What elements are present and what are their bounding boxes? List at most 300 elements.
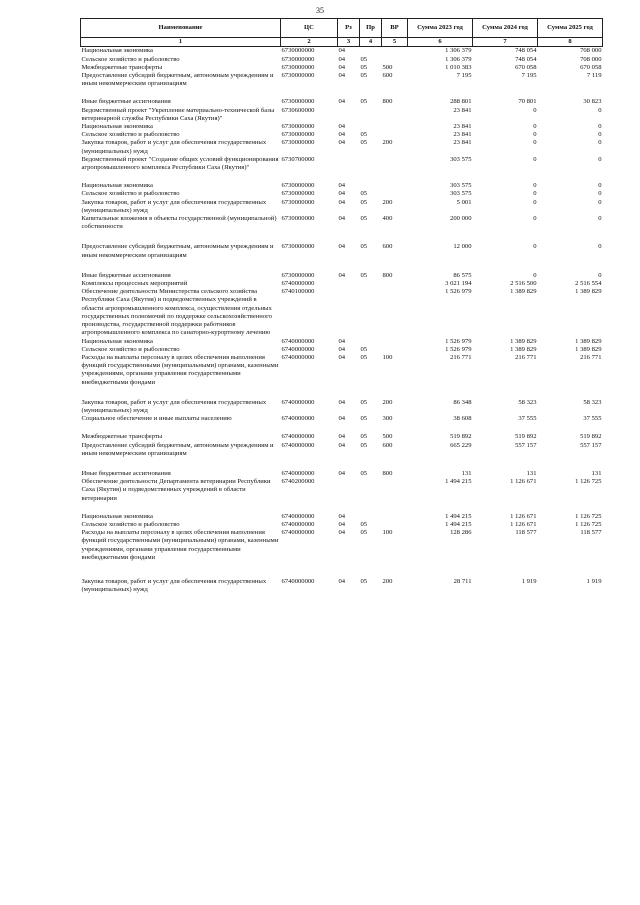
row-sum-2024: 1 389 829 xyxy=(510,337,537,345)
row-cs: 6740000000 xyxy=(281,441,315,449)
row-sum-2023: 1 526 979 xyxy=(445,345,472,353)
row-pr xyxy=(360,478,382,513)
row-pr: 05 xyxy=(360,271,368,279)
table-row xyxy=(81,64,603,72)
row-sum-2024: 0 xyxy=(533,198,537,206)
row-vr: 200 xyxy=(382,198,393,206)
row-pr: 05 xyxy=(360,520,368,528)
row-name: Комплексы процессных мероприятий xyxy=(81,280,188,288)
row-vr xyxy=(382,47,408,56)
row-sum-2024: 0 xyxy=(533,190,537,198)
row-rz: 04 xyxy=(338,215,346,223)
row-sum-2024: 0 xyxy=(533,271,537,279)
table-row xyxy=(81,139,603,155)
row-sum-2024: 1 126 671 xyxy=(510,520,537,528)
table-row xyxy=(81,199,603,215)
row-sum-2024: 131 xyxy=(526,469,537,477)
row-vr: 500 xyxy=(382,63,393,71)
table-row xyxy=(81,529,603,578)
row-vr: 100 xyxy=(382,353,393,361)
table-row xyxy=(81,107,603,123)
row-name: Обеспечение деятельности Департамента ветеринарии Республики Саха (Якутия) и подведомственных учреждений в области ветеринарии xyxy=(81,478,271,502)
column-number: 8 xyxy=(538,38,603,47)
row-vr xyxy=(382,190,408,198)
header-sum-2025: Сумма 2025 год xyxy=(538,19,603,38)
row-sum-2024: 0 xyxy=(533,243,537,251)
row-cs: 6740000000 xyxy=(281,345,315,353)
row-sum-2023: 1 494 215 xyxy=(445,512,472,520)
row-sum-2025: 216 771 xyxy=(580,353,602,361)
row-vr: 500 xyxy=(382,433,393,441)
row-cs: 6740000000 xyxy=(281,520,315,528)
table-row xyxy=(81,442,603,470)
row-rz: 04 xyxy=(338,131,346,139)
row-rz xyxy=(338,288,360,337)
row-sum-2025: 1 389 829 xyxy=(575,337,602,345)
row-name: Расходы на выплаты персоналу в целях обеспечения выполнения функций государственными (муниципальными) органами, казенными учреждениями, органами управления государственными внебюджетными фондами xyxy=(81,353,279,386)
row-cs: 6740200000 xyxy=(281,478,315,486)
row-sum-2025: 1 126 725 xyxy=(575,520,602,528)
row-pr: 05 xyxy=(360,215,368,223)
row-name: Закупка товаров, работ и услуг для обеспечения государственных (муниципальных) нужд xyxy=(81,198,267,214)
row-sum-2025: 0 xyxy=(598,243,602,251)
row-pr: 05 xyxy=(360,63,368,71)
table-row xyxy=(81,521,603,529)
row-vr: 600 xyxy=(382,441,393,449)
row-sum-2023: 12 000 xyxy=(453,243,472,251)
row-sum-2024: 1 126 671 xyxy=(510,512,537,520)
row-cs: 6740000000 xyxy=(281,398,315,406)
row-pr: 05 xyxy=(360,198,368,206)
row-rz: 04 xyxy=(338,182,346,190)
row-name: Национальная экономика xyxy=(81,123,153,131)
row-sum-2025: 0 xyxy=(598,139,602,147)
header-row xyxy=(81,19,603,38)
row-rz: 04 xyxy=(338,55,346,63)
row-rz: 04 xyxy=(338,345,346,353)
row-name: Сельское хозяйство и рыболовство xyxy=(81,55,180,63)
header-cs: ЦС xyxy=(281,19,338,38)
row-pr: 05 xyxy=(360,345,368,353)
row-sum-2023: 1 494 215 xyxy=(445,478,472,486)
row-pr xyxy=(360,513,382,521)
row-cs: 6740000000 xyxy=(281,577,315,585)
row-name: Межбюджетные трансферты xyxy=(81,433,163,441)
row-sum-2025: 0 xyxy=(598,155,602,163)
row-sum-2025: 670 058 xyxy=(580,63,602,71)
row-pr: 05 xyxy=(360,469,368,477)
row-name: Национальная экономика xyxy=(81,47,153,55)
row-sum-2025: 37 555 xyxy=(583,415,602,423)
row-sum-2024: 0 xyxy=(533,131,537,139)
row-sum-2023: 303 575 xyxy=(450,155,472,163)
row-pr: 05 xyxy=(360,139,368,147)
row-cs: 6730000000 xyxy=(281,198,315,206)
row-pr xyxy=(360,280,382,288)
row-sum-2025: 0 xyxy=(598,271,602,279)
row-sum-2025: 0 xyxy=(598,182,602,190)
row-sum-2024: 1 126 671 xyxy=(510,478,537,486)
table-row xyxy=(81,578,603,594)
row-sum-2023: 28 711 xyxy=(453,577,472,585)
column-number: 6 xyxy=(408,38,473,47)
row-sum-2023: 23 841 xyxy=(453,139,472,147)
row-pr: 05 xyxy=(360,398,368,406)
row-sum-2025: 0 xyxy=(598,198,602,206)
row-cs: 6740000000 xyxy=(281,469,315,477)
row-rz: 04 xyxy=(338,271,346,279)
row-rz: 04 xyxy=(338,415,346,423)
row-vr: 200 xyxy=(382,139,393,147)
row-rz xyxy=(338,478,360,513)
row-pr: 05 xyxy=(360,131,368,139)
row-vr: 300 xyxy=(382,415,393,423)
row-name: Сельское хозяйство и рыболовство xyxy=(81,345,180,353)
row-sum-2023: 23 841 xyxy=(453,131,472,139)
table-row xyxy=(81,280,603,288)
row-cs: 6730000000 xyxy=(281,123,315,131)
row-name: Закупка товаров, работ и услуг для обеспечения государственных (муниципальных) нужд xyxy=(81,577,267,594)
row-name: Капитальные вложения в объекты государственной (муниципальной) собственности xyxy=(81,215,277,231)
row-name: Социальное обеспечение и иные выплаты населению xyxy=(81,415,232,423)
row-name: Национальная экономика xyxy=(81,337,153,345)
header-pr: Пр xyxy=(360,19,382,38)
header-sum-2023: Сумма 2023 год xyxy=(408,19,473,38)
table-row xyxy=(81,478,603,513)
row-rz: 04 xyxy=(338,337,346,345)
row-name: Сельское хозяйство и рыболовство xyxy=(81,190,180,198)
row-sum-2023: 303 575 xyxy=(450,190,472,198)
row-pr: 05 xyxy=(360,243,368,251)
row-sum-2024: 1 389 829 xyxy=(510,345,537,353)
row-sum-2023: 5 001 xyxy=(456,198,472,206)
row-rz xyxy=(338,107,360,123)
header-vr: ВР xyxy=(382,19,408,38)
row-sum-2023: 3 021 194 xyxy=(445,280,472,288)
row-cs: 6730000000 xyxy=(281,139,315,147)
row-rz: 04 xyxy=(338,469,346,477)
column-number: 7 xyxy=(473,38,538,47)
row-rz: 04 xyxy=(338,441,346,449)
column-number: 1 xyxy=(81,38,281,47)
row-sum-2023: 200 000 xyxy=(450,215,472,223)
row-rz: 04 xyxy=(338,243,346,251)
table-row xyxy=(81,56,603,64)
row-rz: 04 xyxy=(338,123,346,131)
row-sum-2025: 1 126 725 xyxy=(575,512,602,520)
row-vr xyxy=(382,131,408,139)
row-vr: 400 xyxy=(382,215,393,223)
row-name: Закупка товаров, работ и услуг для обеспечения государственных (муниципальных) нужд xyxy=(81,398,267,414)
row-sum-2025: 7 119 xyxy=(586,72,602,80)
row-sum-2025: 58 323 xyxy=(583,398,602,406)
row-sum-2023: 86 348 xyxy=(453,398,472,406)
row-name: Ведомственный проект "Укрепление материально-технической базы ветеринарной службы Республики Саха (Якутия)" xyxy=(81,106,275,122)
table-row xyxy=(81,399,603,415)
row-sum-2025: 557 157 xyxy=(580,441,602,449)
row-sum-2024: 7 195 xyxy=(521,72,537,80)
row-pr: 05 xyxy=(360,353,368,361)
row-sum-2024: 118 577 xyxy=(515,529,537,537)
row-vr: 600 xyxy=(382,243,393,251)
row-vr xyxy=(382,521,408,529)
row-pr: 05 xyxy=(360,98,368,106)
row-pr: 05 xyxy=(360,72,368,80)
row-name: Иные бюджетные ассигнования xyxy=(81,271,171,279)
row-name: Иные бюджетные ассигнования xyxy=(81,469,171,477)
row-name: Сельское хозяйство и рыболовство xyxy=(81,131,180,139)
row-sum-2025: 0 xyxy=(598,123,602,131)
row-pr xyxy=(360,107,382,123)
row-sum-2024: 216 771 xyxy=(515,353,537,361)
table-row xyxy=(81,513,603,521)
row-sum-2024: 748 054 xyxy=(515,55,537,63)
row-rz: 04 xyxy=(338,190,346,198)
row-cs: 6740000000 xyxy=(281,353,315,361)
row-pr xyxy=(360,156,382,182)
row-rz: 04 xyxy=(338,512,346,520)
table-row xyxy=(81,182,603,190)
row-sum-2024: 0 xyxy=(533,106,537,114)
table-row xyxy=(81,243,603,271)
row-sum-2023: 1 010 383 xyxy=(445,63,472,71)
column-number: 4 xyxy=(360,38,382,47)
row-sum-2024: 748 054 xyxy=(515,47,537,55)
table-row xyxy=(81,415,603,433)
row-sum-2025: 131 xyxy=(591,469,602,477)
row-sum-2024: 670 058 xyxy=(515,63,537,71)
row-pr xyxy=(360,182,382,190)
table-row xyxy=(81,47,603,56)
row-vr xyxy=(382,338,408,346)
row-name: Сельское хозяйство и рыболовство xyxy=(81,520,180,528)
row-sum-2023: 519 892 xyxy=(450,433,472,441)
row-rz: 04 xyxy=(338,139,346,147)
row-rz: 04 xyxy=(338,47,346,55)
row-vr xyxy=(382,346,408,354)
row-sum-2023: 23 841 xyxy=(453,123,472,131)
row-cs: 6730700000 xyxy=(281,155,315,163)
row-pr xyxy=(360,288,382,337)
row-sum-2023: 1 526 979 xyxy=(445,288,472,296)
row-sum-2024: 1 389 829 xyxy=(510,288,537,296)
table-row xyxy=(81,156,603,182)
row-pr: 05 xyxy=(360,190,368,198)
row-sum-2023: 1 526 979 xyxy=(445,337,472,345)
row-sum-2024: 0 xyxy=(533,123,537,131)
table-row xyxy=(81,354,603,399)
row-sum-2024: 0 xyxy=(533,182,537,190)
row-pr xyxy=(360,338,382,346)
row-cs: 6730000000 xyxy=(281,215,315,223)
row-vr: 800 xyxy=(382,98,393,106)
row-sum-2024: 2 516 500 xyxy=(510,280,537,288)
row-vr xyxy=(382,478,408,513)
row-vr xyxy=(382,280,408,288)
row-vr: 200 xyxy=(382,398,393,406)
row-cs: 6740100000 xyxy=(281,288,315,296)
row-cs: 6740000000 xyxy=(281,280,315,288)
row-vr: 100 xyxy=(382,529,393,537)
row-rz: 04 xyxy=(338,577,346,585)
table-row xyxy=(81,288,603,337)
row-name: Предоставление субсидий бюджетным, автономным учреждениям и иным некоммерческим организациям xyxy=(81,243,274,259)
row-sum-2025: 118 577 xyxy=(580,529,602,537)
row-sum-2023: 1 306 379 xyxy=(445,55,472,63)
row-sum-2025: 1 126 725 xyxy=(575,478,602,486)
row-sum-2025: 1 389 829 xyxy=(575,345,602,353)
row-cs: 6740000000 xyxy=(281,512,315,520)
row-pr: 05 xyxy=(360,529,368,537)
row-cs: 6730000000 xyxy=(281,98,315,106)
row-vr: 800 xyxy=(382,271,393,279)
table-row xyxy=(81,72,603,98)
row-sum-2023: 1 306 379 xyxy=(445,47,472,55)
table-row xyxy=(81,123,603,131)
table-row xyxy=(81,215,603,243)
row-rz: 04 xyxy=(338,353,346,361)
row-pr: 05 xyxy=(360,415,368,423)
row-sum-2023: 1 494 215 xyxy=(445,520,472,528)
row-sum-2025: 708 000 xyxy=(580,47,602,55)
table-row xyxy=(81,470,603,478)
row-sum-2023: 7 195 xyxy=(456,72,472,80)
row-sum-2025: 1 389 829 xyxy=(575,288,602,296)
row-sum-2024: 557 157 xyxy=(515,441,537,449)
row-name: Иные бюджетные ассигнования xyxy=(81,98,171,106)
row-name: Закупка товаров, работ и услуг для обеспечения государственных (муниципальных) нужд xyxy=(81,139,267,155)
row-cs: 6740000000 xyxy=(281,415,315,423)
row-name: Предоставление субсидий бюджетным, автономным учреждениям и иным некоммерческим организациям xyxy=(81,72,274,88)
header-name: Наименование xyxy=(81,19,281,38)
row-rz: 04 xyxy=(338,398,346,406)
row-sum-2023: 86 575 xyxy=(453,271,472,279)
row-sum-2024: 37 555 xyxy=(518,415,537,423)
table-row xyxy=(81,433,603,441)
row-name: Расходы на выплаты персоналу в целях обеспечения выполнения функций государственными (муниципальными) органами, казенными учреждениями, органами управления государственными внебюджетными фондами xyxy=(81,529,279,561)
row-pr: 05 xyxy=(360,577,368,585)
row-cs: 6730000000 xyxy=(281,243,315,251)
row-rz: 04 xyxy=(338,529,346,537)
row-cs: 6730000000 xyxy=(281,72,315,80)
row-rz: 04 xyxy=(338,198,346,206)
column-number: 5 xyxy=(382,38,408,47)
row-sum-2023: 288 801 xyxy=(450,98,472,106)
row-sum-2023: 128 286 xyxy=(450,529,472,537)
row-sum-2024: 70 801 xyxy=(518,98,537,106)
row-cs: 6730600000 xyxy=(281,106,315,114)
table-row xyxy=(81,272,603,280)
column-number: 3 xyxy=(338,38,360,47)
row-cs: 6740000000 xyxy=(281,529,315,537)
row-cs: 6730000000 xyxy=(281,182,315,190)
column-number-row xyxy=(81,38,603,47)
row-rz: 04 xyxy=(338,63,346,71)
row-vr xyxy=(382,56,408,64)
row-vr xyxy=(382,288,408,337)
row-vr xyxy=(382,182,408,190)
table-row xyxy=(81,131,603,139)
row-rz: 04 xyxy=(338,72,346,80)
table-row xyxy=(81,338,603,346)
row-vr xyxy=(382,107,408,123)
row-sum-2024: 58 323 xyxy=(518,398,537,406)
row-sum-2024: 0 xyxy=(533,139,537,147)
row-sum-2025: 1 919 xyxy=(586,577,602,585)
row-name: Ведомственный проект "Создание общих условий функционирования агропромышленного комплекса Республики Саха (Якутия)" xyxy=(81,155,279,172)
row-sum-2025: 0 xyxy=(598,190,602,198)
row-sum-2024: 0 xyxy=(533,155,537,163)
table-row xyxy=(81,346,603,354)
row-vr: 200 xyxy=(382,577,393,585)
row-cs: 6730000000 xyxy=(281,271,315,279)
row-sum-2025: 708 000 xyxy=(580,55,602,63)
row-rz: 04 xyxy=(338,98,346,106)
row-rz xyxy=(338,280,360,288)
row-pr: 05 xyxy=(360,433,368,441)
row-vr xyxy=(382,156,408,182)
row-name: Национальная экономика xyxy=(81,182,153,190)
page-number: 35 xyxy=(316,6,324,15)
row-sum-2025: 0 xyxy=(598,106,602,114)
table-row xyxy=(81,190,603,198)
row-rz xyxy=(338,156,360,182)
row-sum-2023: 665 229 xyxy=(450,441,472,449)
row-cs: 6730000000 xyxy=(281,55,315,63)
row-cs: 6740000000 xyxy=(281,337,315,345)
row-pr xyxy=(360,47,382,56)
budget-table xyxy=(80,18,603,594)
row-sum-2023: 216 771 xyxy=(450,353,472,361)
row-sum-2025: 0 xyxy=(598,131,602,139)
row-cs: 6730000000 xyxy=(281,131,315,139)
row-sum-2025: 0 xyxy=(598,215,602,223)
row-cs: 6740000000 xyxy=(281,433,315,441)
row-rz: 04 xyxy=(338,433,346,441)
row-sum-2025: 30 823 xyxy=(583,98,602,106)
row-vr xyxy=(382,123,408,131)
row-sum-2025: 2 516 554 xyxy=(575,280,602,288)
header-sum-2024: Сумма 2024 год xyxy=(473,19,538,38)
row-cs: 6730000000 xyxy=(281,63,315,71)
row-sum-2023: 303 575 xyxy=(450,182,472,190)
row-name: Предоставление субсидий бюджетным, автономным учреждениям и иным некоммерческим организациям xyxy=(81,441,274,457)
row-cs: 6730000000 xyxy=(281,47,315,55)
row-pr: 05 xyxy=(360,441,368,449)
row-sum-2023: 23 841 xyxy=(453,106,472,114)
row-sum-2023: 131 xyxy=(461,469,472,477)
row-cs: 6730000000 xyxy=(281,190,315,198)
row-sum-2024: 519 892 xyxy=(515,433,537,441)
row-sum-2024: 0 xyxy=(533,215,537,223)
row-name: Межбюджетные трансферты xyxy=(81,63,163,71)
row-name: Обеспечение деятельности Министерства сельского хозяйства Республики Саха (Якутия) и подведомственных учреждений в области агропромышленного комплекса, осуществления отдельных государственных полномочий по поддержке сельскохозяйственного производства, государственной поддержки работников агропромышленного комплекса по санаторно-курортному лечению xyxy=(81,288,272,337)
column-number: 2 xyxy=(281,38,338,47)
row-vr xyxy=(382,513,408,521)
row-sum-2024: 1 919 xyxy=(521,577,537,585)
row-sum-2025: 519 892 xyxy=(580,433,602,441)
row-sum-2023: 38 608 xyxy=(453,415,472,423)
row-vr: 600 xyxy=(382,72,393,80)
row-rz: 04 xyxy=(338,520,346,528)
row-vr: 800 xyxy=(382,469,393,477)
table-row xyxy=(81,98,603,106)
table-body xyxy=(81,47,603,594)
header-rz: Рз xyxy=(338,19,360,38)
row-name: Национальная экономика xyxy=(81,512,153,520)
row-pr xyxy=(360,123,382,131)
row-pr: 05 xyxy=(360,55,368,63)
